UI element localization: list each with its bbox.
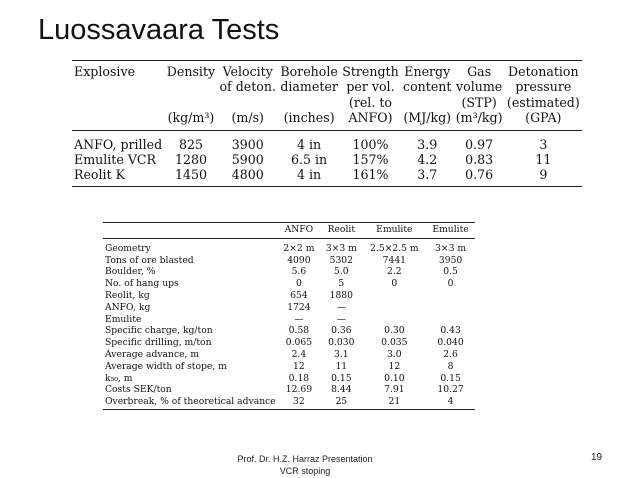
table1-cell: 100% <box>352 136 389 152</box>
table1-header-cell: (STP) <box>461 94 497 110</box>
table2-cell: 12.69 <box>285 384 313 396</box>
table1-cell: 3900 <box>231 136 264 152</box>
table1-header-cell: (rel. to <box>348 94 392 110</box>
table1-header-cell: Velocity <box>217 61 278 80</box>
table1-header-row <box>72 61 582 80</box>
table1-header-cell: (m³/kg) <box>454 110 505 130</box>
table2-cell: 0.065 <box>285 337 313 349</box>
table2-header-cell: Emulite <box>426 223 475 239</box>
table2-cell: 0.10 <box>384 372 405 384</box>
table2-cell: 4 <box>426 396 475 409</box>
table2-cell: 3×3 m <box>325 242 357 254</box>
table2-cell: Emulite <box>105 313 142 325</box>
table2-cell: Geometry <box>105 242 151 254</box>
table2-cell: Specific charge, kg/ton <box>105 325 213 337</box>
table2-cell: 3950 <box>438 254 463 266</box>
table1-header-row <box>72 95 582 110</box>
table2-cell: 2.5×2.5 m <box>370 242 419 254</box>
table-row <box>72 152 582 167</box>
table1-header-cell <box>217 95 278 110</box>
table1-header-cell: Explosive <box>72 61 165 80</box>
table2-cell: — <box>336 313 346 325</box>
table2-header-cell <box>103 223 278 239</box>
table1-cell: 0.97 <box>465 136 494 152</box>
table-row <box>103 384 475 396</box>
table2-cell: 0.030 <box>328 337 355 349</box>
table2-cell: 8.44 <box>331 384 352 396</box>
table2-cell: 3×3 m <box>435 242 467 254</box>
table2-cell: 0.36 <box>331 325 352 337</box>
table2-cell: — <box>294 313 304 325</box>
table1-cell: 0.83 <box>465 152 494 168</box>
table2-cell: 0 <box>391 278 398 290</box>
table-row <box>103 337 475 349</box>
table2-cell: Average advance, m <box>105 348 200 360</box>
table1-cell: ANFO, prilled <box>74 136 163 152</box>
table2-cell: 5.6 <box>291 266 307 278</box>
table2-cell: 8 <box>447 360 454 372</box>
table2-cell: 25 <box>320 396 362 409</box>
table1-cell: 157% <box>352 152 389 168</box>
table2-cell: 2.2 <box>387 266 402 278</box>
table-row <box>103 373 475 385</box>
table2-cell: 0.5 <box>443 266 458 278</box>
table2-cell: 0.58 <box>288 325 310 337</box>
table1-cell: 825 <box>178 136 203 152</box>
table2-cell: 21 <box>363 396 427 409</box>
table1-header-cell: pressure <box>515 79 572 95</box>
table2-cell: ANFO, kg <box>105 301 151 313</box>
table2-cell: 10.27 <box>437 384 464 396</box>
table2-cell <box>426 314 475 326</box>
table-row <box>103 349 475 361</box>
table1-header-cell: ANFO) <box>340 110 401 130</box>
table2-cell: 7441 <box>382 254 407 266</box>
table1-header-cell <box>72 79 165 94</box>
table2-cell: 2.4 <box>291 348 307 360</box>
table2-cell <box>426 302 475 314</box>
table1-header-cell: content <box>403 79 452 95</box>
table2-cell: No. of hang ups <box>105 278 179 290</box>
table-row <box>103 266 475 278</box>
footer <box>210 453 400 477</box>
table2-cell: 0.18 <box>288 372 310 384</box>
blasting-results-table <box>103 222 475 410</box>
table2-cell: 2×2 m <box>283 242 315 254</box>
table2-cell: Overbreak, % of theoretical advance <box>103 396 278 409</box>
table1-header-cell: Energy <box>401 61 454 80</box>
table1-cell: 1450 <box>165 167 218 186</box>
table1-cell: 4.2 <box>417 152 438 168</box>
table1-header-cell: Detonation <box>505 61 582 80</box>
table2-cell: 0 <box>295 278 302 290</box>
table-row <box>103 302 475 314</box>
table2-cell: Tons of ore blasted <box>105 254 194 266</box>
table2-cell: Average width of stope, m <box>105 360 227 372</box>
table-row <box>103 238 475 254</box>
table1-header-cell <box>165 79 218 94</box>
table1-header-cell: (GPA) <box>505 110 582 130</box>
table1-cell: 3.9 <box>417 136 438 152</box>
table1-cell: 3.7 <box>401 167 454 186</box>
table2-cell: 12 <box>388 360 401 372</box>
table1-header-cell: (m/s) <box>217 110 278 130</box>
table1-cell: Reolit K <box>72 167 165 186</box>
table1-header-cell <box>72 110 165 130</box>
table2-cell: 4090 <box>287 254 311 266</box>
table1-header-cell: Strength <box>340 61 401 80</box>
table-row <box>103 255 475 267</box>
table2-cell: Specific drilling, m/ton <box>105 337 212 349</box>
table-row <box>72 130 582 152</box>
table1-cell: 6.5 in <box>291 152 328 168</box>
table2-cell: 0.035 <box>381 337 408 349</box>
table1-cell: Emulite VCR <box>74 152 157 168</box>
table2-cell: 11 <box>335 360 348 372</box>
table1-header-cell <box>165 95 218 110</box>
table2-cell <box>363 302 427 314</box>
table1-cell: 0.76 <box>454 167 505 186</box>
table1-header-cell: per vol. <box>346 79 395 95</box>
table1-cell: 5900 <box>231 152 264 168</box>
table2-cell: 3.1 <box>334 348 349 360</box>
table-row <box>103 290 475 302</box>
table2-cell: — <box>336 301 346 313</box>
table-row <box>103 325 475 337</box>
table1-header-cell <box>278 95 340 110</box>
table1-header-cell: (estimated) <box>506 94 580 110</box>
table1-cell: 161% <box>340 167 401 186</box>
table2-cell: Reolit, kg <box>105 289 150 301</box>
table1-header-cell: Borehole <box>278 61 340 80</box>
table2-cell: 12 <box>293 360 305 372</box>
table2-cell: 2.6 <box>443 348 458 360</box>
table1-cell: 3 <box>539 136 548 152</box>
table-row <box>103 361 475 373</box>
table2-cell: 32 <box>278 396 320 409</box>
table2-cell: 0.30 <box>384 325 405 337</box>
table2-header-cell: Reolit <box>320 223 362 239</box>
table1-cell: 4800 <box>217 167 278 186</box>
explosive-properties-table <box>72 60 582 187</box>
table1-header-cell: of deton. <box>219 79 276 95</box>
table-row <box>72 167 582 186</box>
table2-cell: 654 <box>290 289 308 301</box>
table1-cell: 4 in <box>278 167 340 186</box>
table-row <box>103 396 475 409</box>
table2-cell: 1880 <box>329 289 353 301</box>
table2-cell: k₅₀, m <box>105 372 133 384</box>
table2-cell: 1724 <box>287 301 311 313</box>
table2-cell: 5 <box>338 278 345 290</box>
slide-title: Luossavaara Tests <box>38 14 280 46</box>
table1-header-cell <box>72 95 165 110</box>
footer-topic: VCR stoping <box>279 466 331 476</box>
table2-cell <box>426 290 475 302</box>
table1-header-cell: Gas <box>454 61 505 80</box>
table-row <box>103 278 475 290</box>
table2-cell: 0.15 <box>331 372 352 384</box>
table1-header-row <box>72 79 582 94</box>
table1-header-cell: volume <box>456 79 503 95</box>
table1-header-cell <box>401 95 454 110</box>
table1-cell: 4 in <box>297 136 322 152</box>
table2-cell: Costs SEK/ton <box>105 384 172 396</box>
table2-header-cell: ANFO <box>278 223 320 239</box>
table1-header-cell: (MJ/kg) <box>401 110 454 130</box>
table2-header-cell: Emulite <box>363 223 427 239</box>
table2-cell: 3.0 <box>387 348 402 360</box>
table2-cell <box>363 314 427 326</box>
table2-cell: 5302 <box>329 254 353 266</box>
table2-cell: 0.040 <box>437 337 464 349</box>
table2-cell: 0 <box>447 278 454 290</box>
table1-header-row <box>72 110 582 130</box>
table2-cell: 0.15 <box>440 372 461 384</box>
table1-header-cell: (kg/m³) <box>165 110 218 130</box>
table1-cell: 1280 <box>174 152 207 168</box>
table2-cell: Boulder, % <box>105 266 156 278</box>
table1-header-cell: (inches) <box>278 110 340 130</box>
table2-cell: 5.0 <box>334 266 349 278</box>
table2-cell <box>363 290 427 302</box>
table2-cell: 7.91 <box>384 384 405 396</box>
table2-cell: 0.43 <box>440 325 461 337</box>
page-number: 19 <box>591 452 603 463</box>
table1-cell: 11 <box>535 152 552 168</box>
footer-author: Prof. Dr. H.Z. Harraz Presentation <box>237 454 373 464</box>
table1-cell: 9 <box>505 167 582 186</box>
table-row <box>103 314 475 326</box>
table1-header-cell: diameter <box>280 79 338 95</box>
table2-header-row <box>103 223 475 239</box>
table1-header-cell: Density <box>165 61 218 80</box>
